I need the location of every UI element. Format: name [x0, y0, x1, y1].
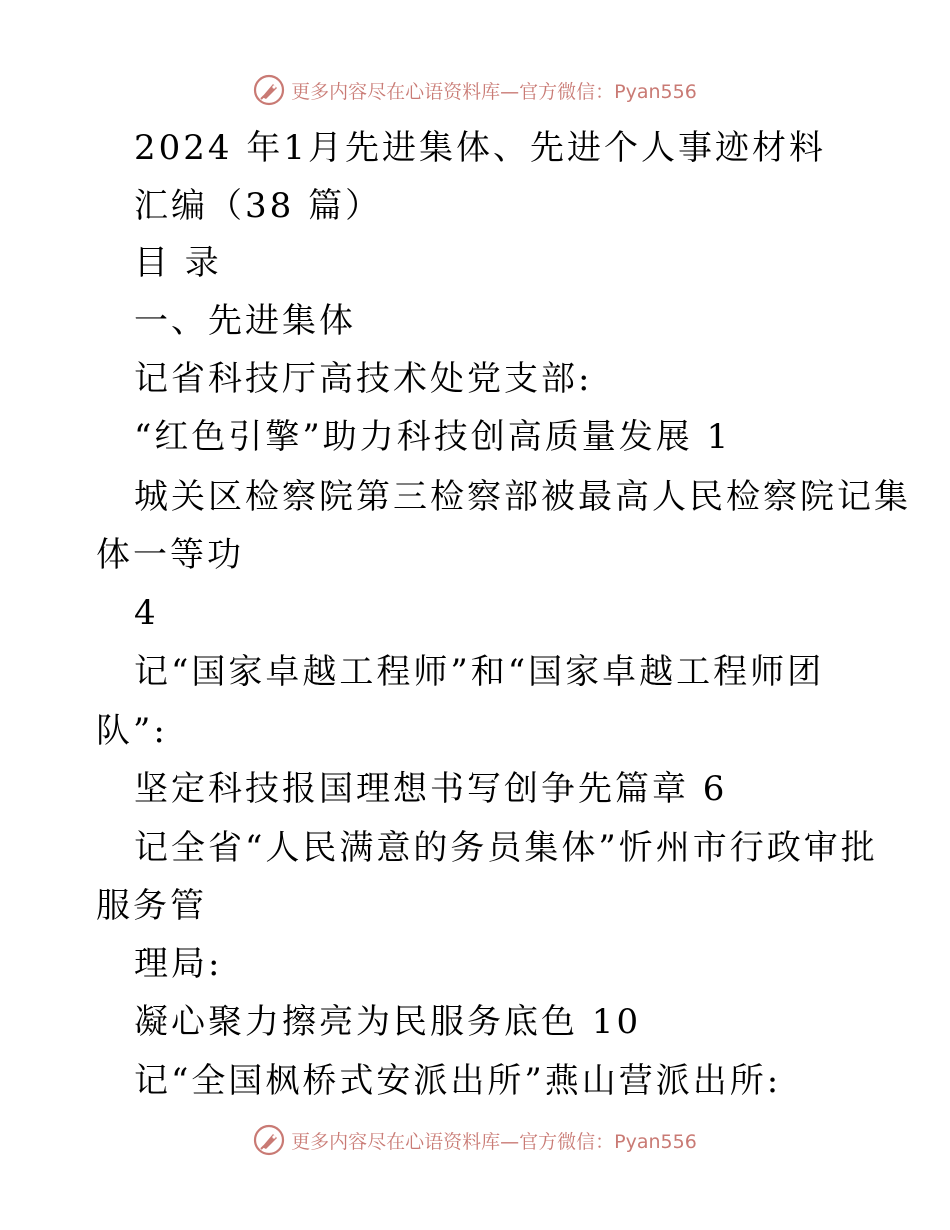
toc-entry-text: 体一等功 — [96, 535, 244, 575]
toc-entry-page-number: 4 — [134, 593, 159, 633]
pen-nib-logo-icon — [253, 1124, 285, 1156]
section-heading: 一、先进集体 — [134, 301, 356, 341]
toc-entry-text: 队”: — [96, 711, 168, 751]
footer-watermark — [0, 1120, 950, 1160]
toc-entry-text: 坚定科技报国理想书写创争先篇章 6 — [134, 769, 728, 809]
toc-entry-text: 理局: — [134, 944, 223, 984]
toc-entry-text: 记全省“人民满意的务员集体”忻州市行政审批 — [134, 828, 878, 868]
document-title-line-2: 汇编（38 篇） — [134, 186, 383, 226]
watermark-text: 更多内容尽在心语资料库—官方微信：Pyan556 — [291, 1130, 697, 1153]
toc-entry-text: 记“全国枫桥式安派出所”燕山营派出所: — [134, 1061, 782, 1101]
toc-entry-text: 城关区检察院第三检察部被最高人民检察院记集 — [134, 477, 911, 517]
toc-heading: 目 录 — [134, 243, 222, 283]
watermark-text: 更多内容尽在心语资料库—官方微信：Pyan556 — [291, 80, 697, 103]
toc-entry-text: 记“国家卓越工程师”和“国家卓越工程师团 — [134, 652, 825, 692]
toc-entry-text: 服务管 — [96, 886, 207, 926]
toc-entry-text: “红色引擎”助力科技创高质量发展 1 — [134, 417, 732, 457]
document-title-line-1: 2024 年1月先进集体、先进个人事迹材料 — [134, 128, 826, 168]
toc-entry-text: 记省科技厅高技术处党支部: — [134, 359, 593, 399]
toc-entry-text: 凝心聚力擦亮为民服务底色 10 — [134, 1002, 642, 1042]
